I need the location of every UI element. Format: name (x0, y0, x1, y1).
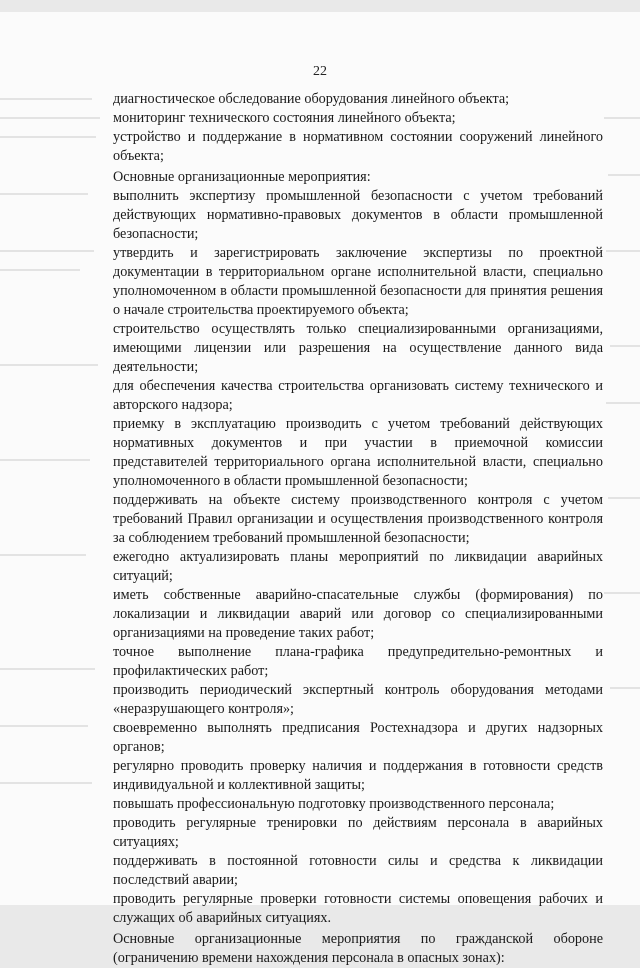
body-text (113, 90, 603, 968)
paragraph: иметь собственные аварийно-спасательные службы (формирования) по локализации и ликвидации аварий или договор со специализированными организациями на проведение таких работ; (113, 587, 603, 641)
paragraph: регулярно проводить проверку наличия и поддержания в готовности средств индивидуальной и коллективной защиты; (113, 758, 603, 793)
paragraph: для обеспечения качества строительства организовать систему технического и авторского надзора; (113, 378, 603, 413)
paragraph: утвердить и зарегистрировать заключение экспертизы по проектной документации в территориальном органе исполнительной власти, специально уполномоченном в области промышленной безопасности для принятия решения о начале строительства проектируемого объекта; (113, 245, 603, 318)
paragraph: мониторинг технического состояния линейного объекта; (113, 110, 456, 126)
paragraph: устройство и поддержание в нормативном состоянии сооружений линейного объекта; (113, 129, 603, 164)
paragraph: строительство осуществлять только специализированными организациями, имеющими лицензии или разрешения на осуществление данного вида деятельности; (113, 321, 603, 375)
paragraph: производить периодический экспертный контроль оборудования методами «неразрушающего контроля»; (113, 682, 603, 717)
paragraph: своевременно выполнять предписания Ростехнадзора и других надзорных органов; (113, 720, 603, 755)
paragraph: проводить регулярные проверки готовности системы оповещения рабочих и служащих об аварийных ситуациях. (113, 891, 603, 926)
document-page (0, 12, 640, 966)
paragraph: поддерживать в постоянной готовности силы и средства к ликвидации последствий аварии; (113, 853, 603, 888)
paragraph: повышать профессиональную подготовку производственного персонала; (113, 796, 555, 812)
section-heading: Основные организационные мероприятия по гражданской обороне (ограничению времени нахождения персонала в опасных зонах): (113, 931, 603, 966)
paragraph: ежегодно актуализировать планы мероприятий по ликвидации аварийных ситуаций; (113, 549, 603, 584)
page-number: 22 (313, 64, 327, 79)
paragraph: поддерживать на объекте систему производственного контроля с учетом требований Правил организации и осуществления производственного контроля за соблюдением требований промышленной безопасности; (113, 492, 603, 546)
section-heading: Основные организационные мероприятия: (113, 169, 371, 185)
paragraph: приемку в эксплуатацию производить с учетом требований действующих нормативных документов и при участии в приемочной комиссии представителей территориального органа исполнительной власти, специально уполномоченного в области промышленной безопасности; (113, 416, 603, 489)
paragraph: выполнить экспертизу промышленной безопасности с учетом требований действующих нормативно-правовых документов в области промышленной безопасности; (113, 188, 603, 242)
paragraph: проводить регулярные тренировки по действиям персонала в аварийных ситуациях; (113, 815, 603, 850)
paragraph: точное выполнение плана-графика предупредительно-ремонтных и профилактических работ; (113, 644, 603, 679)
paragraph: диагностическое обследование оборудования линейного объекта; (113, 91, 510, 107)
